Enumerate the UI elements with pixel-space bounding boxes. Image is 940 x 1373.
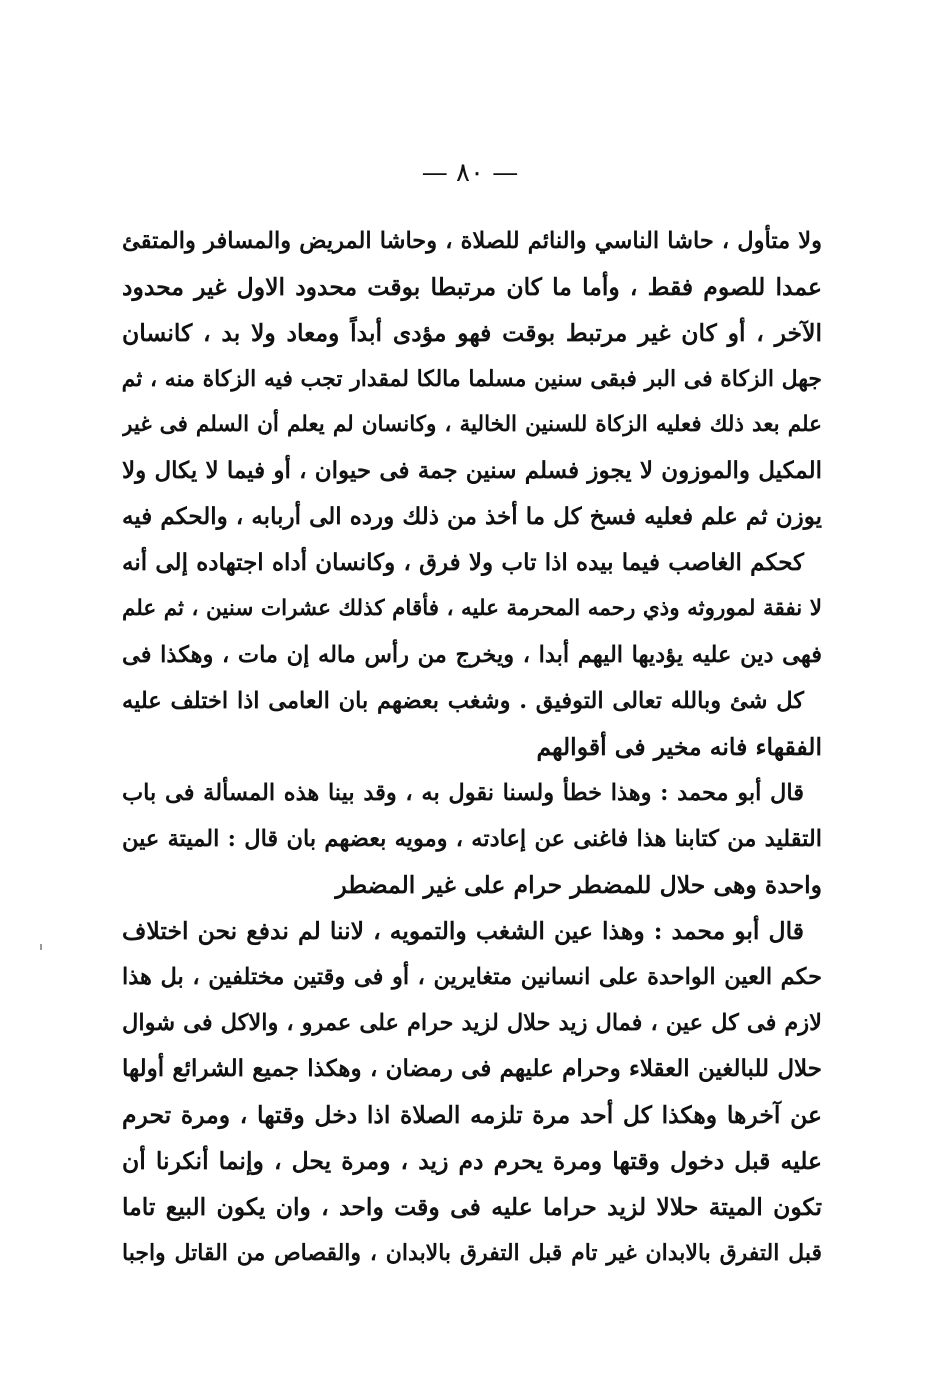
text-line: لازم فى كل عين ، فمال زيد حلال لزيد حرام على عمرو ، والاكل فى شوال xyxy=(122,1010,822,1036)
text-line: عن آخرها وهكذا كل أحد مرة تلزمه الصلاة اذا دخل وقتها ، ومرة تحرم xyxy=(122,1101,822,1129)
text-line: تكون الميتة حلالا لزيد حراما عليه فى وقت واحد ، وان يكون البيع تاما xyxy=(122,1193,822,1221)
text-line: كل شئ وبالله تعالى التوفيق . وشغب بعضهم بان العامى اذا اختلف عليه xyxy=(122,688,804,714)
text-line: التقليد من كتابنا هذا فاغنى عن إعادته ، ومويه بعضهم بان قال : الميتة عين xyxy=(122,826,822,852)
text-line: قبل التفرق بالابدان غير تام قبل التفرق بالابدان ، والقصاص من القاتل واجبا xyxy=(122,1240,822,1266)
text-line: واحدة وهى حلال للمضطر حرام على غير المضطر xyxy=(335,871,822,899)
text-line: كحكم الغاصب فيما بيده اذا تاب ولا فرق ، وكانسان أداه اجتهاده إلى أنه xyxy=(122,549,804,576)
text-line: حلال للبالغين العقلاء وحرام عليهم فى رمضان ، وهكذا جميع الشرائع أولها xyxy=(122,1055,822,1082)
page-number: — ٨٠ — xyxy=(421,158,519,188)
text-line: قال أبو محمد : وهذا خطأ ولسنا نقول به ، وقد بينا هذه المسألة فى باب xyxy=(122,780,804,806)
text-line: جهل الزكاة فى البر فبقى سنين مسلما مالكا لمقدار تجب فيه الزكاة منه ، ثم xyxy=(122,366,822,392)
text-line: الفقهاء فانه مخير فى أقوالهم xyxy=(536,733,822,761)
text-line: حكم العين الواحدة على انسانين متغايرين ، أو فى وقتين مختلفين ، بل هذا xyxy=(122,964,822,990)
text-line: ولا متأول ، حاشا الناسي والنائم للصلاة ، وحاشا المريض والمسافر والمتقئ xyxy=(122,228,822,254)
text-line: الآخر ، أو كان غير مرتبط بوقت فهو مؤدى أبداً ومعاد ولا بد ، كانسان xyxy=(122,319,822,347)
text-line: قال أبو محمد : وهذا عين الشغب والتمويه ، لاننا لم ندفع نحن اختلاف xyxy=(122,917,804,945)
body-text xyxy=(122,218,822,1276)
text-line: عليه قبل دخول وقتها ومرة يحرم دم زيد ، ومرة يحل ، وإنما أنكرنا أن xyxy=(122,1147,822,1175)
text-line: لا نفقة لموروثه وذي رحمه المحرمة عليه ، فأقام كذلك عشرات سنين ، ثم علم xyxy=(122,596,822,621)
text-line: علم بعد ذلك فعليه الزكاة للسنين الخالية ، وكانسان لم يعلم أن السلم فى غير xyxy=(122,412,822,437)
text-line: يوزن ثم علم فعليه فسخ كل ما أخذ من ذلك ورده الى أربابه ، والحكم فيه xyxy=(122,503,822,530)
text-line: المكيل والموزون لا يجوز فسلم سنين جمة فى حيوان ، أو فيما لا يكال ولا xyxy=(122,457,822,484)
text-line: فهى دين عليه يؤديها اليهم أبدا ، ويخرج من رأس ماله إن مات ، وهكذا فى xyxy=(122,642,822,668)
text-line: عمدا للصوم فقط ، وأما ما كان مرتبطا بوقت محدود الاول غير محدود xyxy=(122,273,822,301)
scan-speck xyxy=(40,944,42,950)
